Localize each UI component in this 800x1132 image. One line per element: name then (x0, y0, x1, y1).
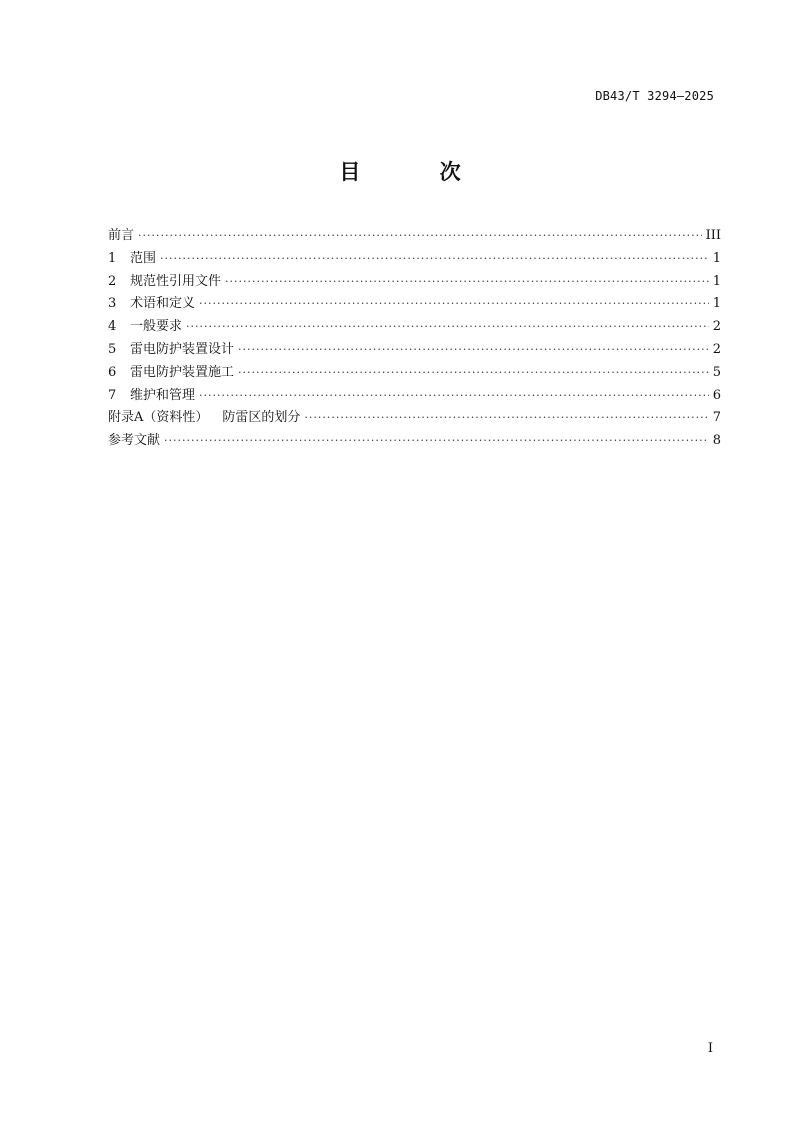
toc-leader-dots (225, 271, 709, 294)
toc-entry-page: 6 (712, 387, 721, 403)
toc-entry-general-requirements[interactable] (108, 316, 721, 339)
toc-leader-dots (199, 293, 709, 316)
toc-entry-label: 范围 (130, 250, 157, 266)
toc-entry-label: 术语和定义 (130, 296, 196, 312)
toc-entry-bibliography[interactable] (108, 430, 721, 453)
toc-entry-label: 雷电防护装置设计 (130, 341, 235, 357)
toc-entry-construction[interactable] (108, 362, 721, 385)
toc-entry-number: 3 (108, 296, 117, 312)
toc-entry-page: 1 (712, 273, 721, 289)
table-of-contents (108, 225, 721, 453)
toc-entry-page: 7 (712, 410, 721, 426)
toc-entry-number: 2 (108, 273, 117, 289)
toc-entry-number: 7 (108, 387, 117, 403)
toc-entry-number: 6 (108, 364, 117, 380)
toc-appendix-label: 附录A（资料性） (108, 410, 209, 426)
toc-entry-appendix-a[interactable] (108, 407, 721, 430)
toc-entry-label: 参考文献 (108, 433, 161, 449)
toc-entry-normative-references[interactable] (108, 271, 721, 294)
toc-leader-dots (238, 362, 709, 385)
toc-entry-number: 1 (108, 250, 117, 266)
toc-leader-dots (160, 248, 709, 271)
toc-entry-label: 一般要求 (130, 319, 183, 335)
toc-entry-page: 2 (712, 341, 721, 357)
document-code: DB43/T 3294—2025 (595, 89, 714, 103)
toc-entry-label: 前言 (108, 228, 135, 243)
toc-entry-terms[interactable] (108, 293, 721, 316)
toc-entry-number: 4 (108, 319, 117, 335)
toc-entry-maintenance[interactable] (108, 385, 721, 408)
toc-entry-scope[interactable] (108, 248, 721, 271)
toc-leader-dots (138, 225, 702, 248)
toc-entry-page: 5 (712, 364, 721, 380)
toc-entry-label (108, 407, 300, 430)
toc-leader-dots (186, 316, 709, 339)
toc-entry-number: 5 (108, 341, 117, 357)
toc-leader-dots (238, 339, 709, 362)
toc-entry-page: III (705, 228, 721, 243)
toc-entry-page: 1 (712, 296, 721, 312)
toc-entry-design[interactable] (108, 339, 721, 362)
toc-leader-dots (164, 430, 709, 453)
toc-entry-page: 1 (712, 250, 721, 266)
toc-entry-page: 8 (712, 433, 721, 449)
toc-entry-label: 雷电防护装置施工 (130, 364, 235, 380)
toc-leader-dots (199, 385, 709, 408)
page-title: 目 次 (339, 160, 497, 184)
toc-entry-page: 2 (712, 319, 721, 335)
toc-leader-dots (304, 407, 708, 430)
footer-page-number: I (707, 1041, 713, 1056)
toc-entry-foreword[interactable] (108, 225, 721, 248)
toc-entry-label: 维护和管理 (130, 387, 196, 403)
toc-appendix-title: 防雷区的划分 (222, 410, 301, 426)
toc-entry-label: 规范性引用文件 (130, 273, 222, 289)
